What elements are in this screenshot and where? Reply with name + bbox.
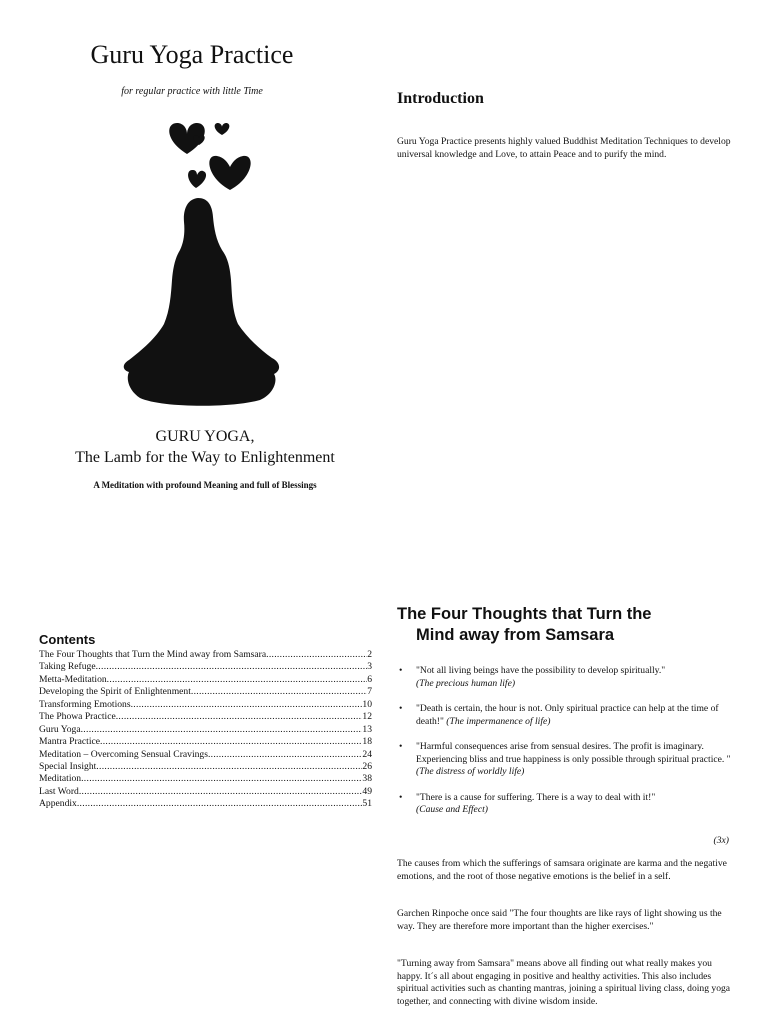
toc-entry[interactable]	[39, 674, 372, 686]
toc-entry-page: 24	[362, 748, 372, 760]
toc-entry-page: 3	[367, 661, 372, 673]
toc-entry-title: Mantra Practice	[39, 736, 100, 748]
four-thoughts-heading-line2: Mind away from Samsara	[416, 626, 615, 644]
toc-entry[interactable]	[39, 699, 372, 711]
toc-entry-title: Last Word	[39, 785, 79, 797]
toc-entry-page: 38	[362, 773, 372, 785]
toc-leader	[266, 649, 367, 661]
toc-entry[interactable]	[39, 724, 372, 736]
bullet-text: "Harmful consequences arise from sensual desires. The profit is imaginary. Experiencing bliss and true happiness is only possible through spiritual practice. "	[416, 741, 731, 765]
toc-entry[interactable]	[39, 649, 372, 661]
bullet-caption: (Cause and Effect)	[416, 804, 488, 815]
toc-entry-page: 26	[362, 760, 372, 772]
heart-icon	[188, 170, 206, 188]
bullet-text: "Death is certain, the hour is not. Only spiritual practice can help at the time of death!"	[416, 703, 719, 727]
table-of-contents	[39, 649, 372, 811]
cover-heading	[0, 426, 410, 468]
toc-entry[interactable]	[39, 749, 372, 761]
cover-tagline: A Meditation with profound Meaning and full of Blessings	[93, 480, 317, 490]
toc-entry[interactable]	[39, 711, 372, 723]
introduction-title: Introduction	[397, 90, 484, 107]
toc-entry-page: 10	[362, 698, 372, 710]
repeat-note: (3x)	[713, 835, 729, 846]
toc-leader	[191, 686, 367, 698]
toc-entry[interactable]	[39, 686, 372, 698]
bullet-text: "There is a cause for suffering. There is a way to deal with it!"	[416, 791, 656, 803]
toc-entry-page: 12	[362, 711, 372, 723]
contents-page	[0, 512, 384, 1024]
toc-entry-title: Special Insight	[39, 760, 97, 772]
toc-entry-title: Meditation	[39, 773, 82, 785]
cover-title: Guru Yoga Practice	[90, 40, 294, 69]
toc-entry-page: 18	[362, 736, 372, 748]
bullet-caption: (The impermanence of life)	[446, 715, 551, 727]
meditating-figure-icon	[124, 198, 279, 406]
toc-leader	[96, 761, 362, 773]
four-thoughts-list	[396, 665, 744, 830]
toc-entry-page: 6	[367, 673, 372, 685]
toc-leader	[81, 773, 362, 785]
meditation-illustration	[112, 118, 292, 413]
toc-entry-page: 2	[367, 649, 372, 660]
toc-entry-title: Developing the Spirit of Enlightenment	[39, 686, 191, 698]
toc-entry[interactable]	[39, 661, 372, 673]
list-item	[396, 703, 744, 728]
introduction-text: Guru Yoga Practice presents highly valued Buddhist Meditation Techniques to develop universal knowledge and Love, to attain Peace and to purify the mind.	[397, 136, 731, 160]
toc-leader	[79, 786, 363, 798]
toc-leader	[107, 674, 368, 686]
bullet-caption: (The precious human life)	[416, 677, 516, 689]
contents-title: Contents	[39, 632, 96, 647]
heart-icon	[209, 156, 250, 190]
toc-entry-page: 49	[362, 785, 372, 797]
bullet-text: "Not all living beings have the possibility to develop spiritually."	[416, 665, 666, 676]
toc-leader	[116, 711, 363, 723]
toc-leader	[81, 724, 363, 736]
toc-entry-page: 51	[362, 798, 372, 810]
cover-page	[0, 0, 384, 512]
toc-leader	[77, 798, 363, 810]
toc-leader	[208, 749, 362, 761]
four-thoughts-heading	[397, 604, 737, 646]
cover-heading-line1: GURU YOGA,	[155, 428, 255, 445]
body-paragraph: The causes from which the sufferings of samsara originate are karma and the negative emotions, and the root of those negative emotions is the belief in a self.	[397, 858, 727, 882]
cover-subtitle: for regular practice with little Time	[121, 86, 263, 97]
toc-entry-page: 13	[362, 723, 372, 735]
toc-entry-title: The Phowa Practice	[39, 711, 116, 723]
toc-entry-title: Guru Yoga	[39, 723, 81, 735]
toc-entry-title: Appendix	[39, 798, 77, 810]
toc-entry-title: The Four Thoughts that Turn the Mind away from Samsara	[39, 649, 267, 660]
toc-leader	[96, 661, 368, 673]
toc-entry[interactable]	[39, 761, 372, 773]
toc-entry[interactable]	[39, 786, 372, 798]
heart-icon	[215, 123, 230, 135]
toc-entry[interactable]	[39, 736, 372, 748]
introduction-page	[384, 0, 768, 512]
list-item	[396, 741, 744, 779]
body-paragraph: "Turning away from Samsara" means above all finding out what really makes you happy. It´s all about engaging in positive and healthy activities. This also includes spiritual activities such as chanting mantras, joining a spiritual living class, doing yoga together, and connecting with divine wisdom inside.	[397, 958, 731, 1007]
toc-entry-title: Metta-Meditation	[39, 673, 107, 685]
toc-entry-title: Taking Refuge	[39, 661, 96, 673]
toc-leader	[100, 736, 362, 748]
bullet-caption: (The distress of worldly life)	[416, 766, 525, 777]
cover-heading-line2: The Lamb for the Way to Enlightenment	[75, 449, 335, 466]
list-item	[396, 665, 744, 690]
toc-entry-title: Meditation – Overcoming Sensual Cravings	[39, 748, 208, 760]
body-paragraph: Garchen Rinpoche once said "The four thoughts are like rays of light showing us the way. They are therefore more important than the higher exercises."	[397, 908, 722, 932]
four-thoughts-page	[384, 512, 768, 1024]
toc-leader	[131, 699, 363, 711]
toc-entry-page: 7	[367, 686, 372, 698]
toc-entry[interactable]	[39, 798, 372, 810]
toc-entry-title: Transforming Emotions	[39, 698, 131, 710]
toc-entry[interactable]	[39, 773, 372, 785]
list-item	[396, 792, 744, 817]
four-thoughts-heading-line1: The Four Thoughts that Turn the	[397, 605, 652, 623]
